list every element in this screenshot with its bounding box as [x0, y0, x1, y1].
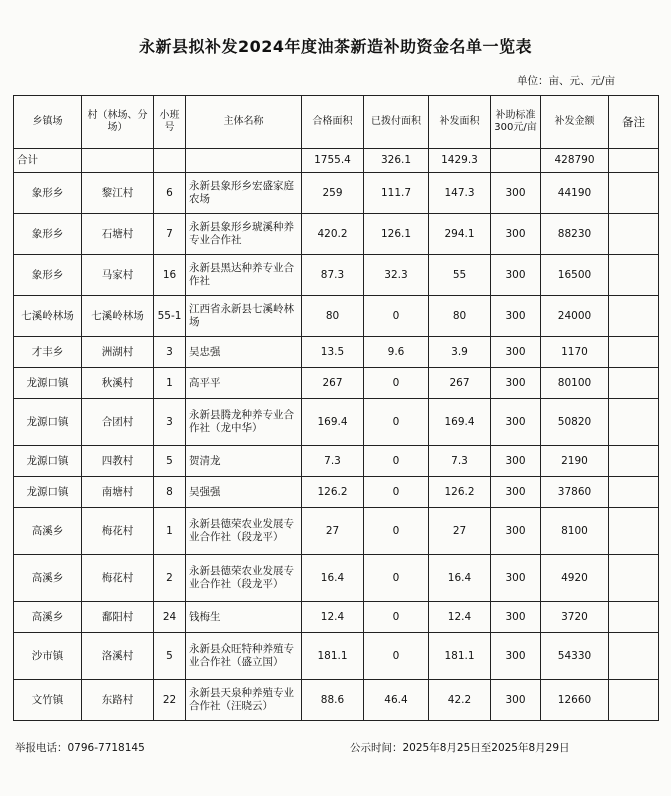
cell-supplement-area: 169.4 [429, 399, 491, 446]
cell-plot: 1 [154, 508, 186, 555]
cell-standard: 300 [491, 214, 541, 255]
cell-entity: 永新县天泉种养殖专业合作社（汪晓云） [186, 680, 302, 721]
cell-amount: 54330 [541, 633, 609, 680]
cell-remark [609, 296, 659, 337]
cell-supplement-area: 12.4 [429, 602, 491, 633]
table-row [14, 399, 659, 446]
cell-entity: 永新县黑达种养专业合作社 [186, 255, 302, 296]
cell-remark [609, 214, 659, 255]
cell-standard: 300 [491, 337, 541, 368]
table-header-row [14, 96, 659, 149]
cell-village: 鄱阳村 [82, 602, 154, 633]
cell-village: 四教村 [82, 446, 154, 477]
cell-remark [609, 399, 659, 446]
cell-village: 洲湖村 [82, 337, 154, 368]
table-row [14, 368, 659, 399]
cell-qualified-area: 7.3 [302, 446, 364, 477]
cell-township: 高溪乡 [14, 508, 82, 555]
cell-village: 梅花村 [82, 555, 154, 602]
cell-plot: 6 [154, 173, 186, 214]
total-empty-cell [491, 149, 541, 173]
cell-township: 高溪乡 [14, 602, 82, 633]
cell-qualified-area: 267 [302, 368, 364, 399]
cell-plot: 5 [154, 633, 186, 680]
cell-village: 合团村 [82, 399, 154, 446]
cell-qualified-area: 80 [302, 296, 364, 337]
cell-village: 马家村 [82, 255, 154, 296]
cell-paid-area: 0 [364, 368, 429, 399]
cell-supplement-area: 42.2 [429, 680, 491, 721]
cell-entity: 永新县象形乡宏盛家庭农场 [186, 173, 302, 214]
subsidy-table [13, 95, 659, 721]
cell-entity: 江西省永新县七溪岭林场 [186, 296, 302, 337]
header-paid-area: 已拨付面积 [364, 96, 429, 149]
cell-entity: 吴忠强 [186, 337, 302, 368]
cell-standard: 300 [491, 446, 541, 477]
cell-remark [609, 508, 659, 555]
cell-entity: 贺清龙 [186, 446, 302, 477]
cell-supplement-area: 147.3 [429, 173, 491, 214]
cell-plot: 16 [154, 255, 186, 296]
cell-qualified-area: 12.4 [302, 602, 364, 633]
cell-amount: 16500 [541, 255, 609, 296]
table-row [14, 508, 659, 555]
cell-remark [609, 173, 659, 214]
cell-township: 七溪岭林场 [14, 296, 82, 337]
table-row [14, 337, 659, 368]
cell-qualified-area: 87.3 [302, 255, 364, 296]
header-remark: 备注 [609, 96, 659, 149]
cell-supplement-area: 3.9 [429, 337, 491, 368]
table-row [14, 296, 659, 337]
cell-qualified-area: 126.2 [302, 477, 364, 508]
header-standard: 补助标准300元/亩 [491, 96, 541, 149]
cell-paid-area: 0 [364, 555, 429, 602]
cell-qualified-area: 16.4 [302, 555, 364, 602]
cell-remark [609, 680, 659, 721]
table-row [14, 446, 659, 477]
total-empty-cell [186, 149, 302, 173]
table-row [14, 555, 659, 602]
publicity-period: 公示时间：2025年8月25日至2025年8月29日 [350, 742, 570, 754]
cell-amount: 44190 [541, 173, 609, 214]
cell-entity: 永新县德荣农业发展专业合作社（段龙平） [186, 508, 302, 555]
cell-supplement-area: 267 [429, 368, 491, 399]
cell-village: 秋溪村 [82, 368, 154, 399]
cell-amount: 4920 [541, 555, 609, 602]
cell-township: 龙源口镇 [14, 477, 82, 508]
cell-plot: 3 [154, 399, 186, 446]
cell-qualified-area: 169.4 [302, 399, 364, 446]
cell-plot: 5 [154, 446, 186, 477]
header-plot: 小班号 [154, 96, 186, 149]
cell-amount: 50820 [541, 399, 609, 446]
cell-standard: 300 [491, 477, 541, 508]
total-paid-area: 326.1 [364, 149, 429, 173]
cell-paid-area: 0 [364, 508, 429, 555]
cell-supplement-area: 7.3 [429, 446, 491, 477]
cell-standard: 300 [491, 173, 541, 214]
unit-note: 单位：亩、元、元/亩 [516, 75, 615, 87]
cell-plot: 55-1 [154, 296, 186, 337]
header-township: 乡镇场 [14, 96, 82, 149]
table-row [14, 477, 659, 508]
cell-supplement-area: 16.4 [429, 555, 491, 602]
cell-remark [609, 368, 659, 399]
cell-entity: 吴强强 [186, 477, 302, 508]
cell-plot: 2 [154, 555, 186, 602]
table-row [14, 680, 659, 721]
cell-plot: 24 [154, 602, 186, 633]
table-row [14, 173, 659, 214]
header-amount: 补发金额 [541, 96, 609, 149]
cell-standard: 300 [491, 255, 541, 296]
cell-village: 七溪岭林场 [82, 296, 154, 337]
cell-village: 梅花村 [82, 508, 154, 555]
cell-amount: 2190 [541, 446, 609, 477]
cell-entity: 永新县德荣农业发展专业合作社（段龙平） [186, 555, 302, 602]
cell-supplement-area: 27 [429, 508, 491, 555]
cell-standard: 300 [491, 296, 541, 337]
cell-paid-area: 0 [364, 399, 429, 446]
cell-paid-area: 126.1 [364, 214, 429, 255]
total-empty-cell [82, 149, 154, 173]
table-row [14, 255, 659, 296]
cell-standard: 300 [491, 368, 541, 399]
cell-paid-area: 32.3 [364, 255, 429, 296]
cell-amount: 1170 [541, 337, 609, 368]
cell-qualified-area: 181.1 [302, 633, 364, 680]
cell-standard: 300 [491, 633, 541, 680]
cell-amount: 8100 [541, 508, 609, 555]
cell-amount: 24000 [541, 296, 609, 337]
table-row [14, 602, 659, 633]
cell-village: 石塘村 [82, 214, 154, 255]
cell-amount: 12660 [541, 680, 609, 721]
cell-qualified-area: 27 [302, 508, 364, 555]
cell-supplement-area: 181.1 [429, 633, 491, 680]
cell-township: 龙源口镇 [14, 368, 82, 399]
cell-township: 象形乡 [14, 173, 82, 214]
cell-remark [609, 602, 659, 633]
cell-amount: 88230 [541, 214, 609, 255]
cell-township: 沙市镇 [14, 633, 82, 680]
cell-remark [609, 477, 659, 508]
cell-amount: 3720 [541, 602, 609, 633]
cell-paid-area: 0 [364, 602, 429, 633]
cell-qualified-area: 420.2 [302, 214, 364, 255]
cell-entity: 高平平 [186, 368, 302, 399]
cell-amount: 80100 [541, 368, 609, 399]
cell-paid-area: 0 [364, 477, 429, 508]
cell-entity: 永新县象形乡琥溪种养专业合作社 [186, 214, 302, 255]
cell-plot: 1 [154, 368, 186, 399]
cell-paid-area: 46.4 [364, 680, 429, 721]
cell-paid-area: 0 [364, 633, 429, 680]
cell-remark [609, 555, 659, 602]
total-qualified-area: 1755.4 [302, 149, 364, 173]
total-amount: 428790 [541, 149, 609, 173]
cell-qualified-area: 259 [302, 173, 364, 214]
cell-plot: 8 [154, 477, 186, 508]
document-title: 永新县拟补发2024年度油茶新造补助资金名单一览表 [138, 37, 533, 56]
cell-entity: 钱梅生 [186, 602, 302, 633]
cell-supplement-area: 126.2 [429, 477, 491, 508]
cell-supplement-area: 294.1 [429, 214, 491, 255]
cell-village: 黎江村 [82, 173, 154, 214]
cell-standard: 300 [491, 508, 541, 555]
cell-township: 象形乡 [14, 214, 82, 255]
cell-entity: 永新县众旺特种养殖专业合作社（盛立国） [186, 633, 302, 680]
total-row [14, 149, 659, 173]
cell-qualified-area: 13.5 [302, 337, 364, 368]
cell-entity: 永新县腾龙种养专业合作社（龙中华） [186, 399, 302, 446]
header-entity: 主体名称 [186, 96, 302, 149]
cell-supplement-area: 80 [429, 296, 491, 337]
cell-paid-area: 0 [364, 446, 429, 477]
total-empty-cell [609, 149, 659, 173]
cell-remark [609, 337, 659, 368]
cell-township: 象形乡 [14, 255, 82, 296]
cell-standard: 300 [491, 555, 541, 602]
cell-village: 南塘村 [82, 477, 154, 508]
table-row [14, 214, 659, 255]
cell-amount: 37860 [541, 477, 609, 508]
header-village: 村（林场、分场） [82, 96, 154, 149]
cell-plot: 3 [154, 337, 186, 368]
cell-paid-area: 9.6 [364, 337, 429, 368]
total-label: 合计 [14, 149, 82, 173]
header-supplement-area: 补发面积 [429, 96, 491, 149]
table-rows [14, 173, 659, 721]
report-hotline: 举报电话：0796-7718145 [15, 742, 145, 754]
cell-village: 东路村 [82, 680, 154, 721]
cell-plot: 22 [154, 680, 186, 721]
cell-paid-area: 0 [364, 296, 429, 337]
cell-remark [609, 633, 659, 680]
cell-township: 文竹镇 [14, 680, 82, 721]
cell-remark [609, 446, 659, 477]
cell-standard: 300 [491, 602, 541, 633]
cell-paid-area: 111.7 [364, 173, 429, 214]
cell-standard: 300 [491, 680, 541, 721]
header-qualified-area: 合格面积 [302, 96, 364, 149]
table-row [14, 633, 659, 680]
cell-village: 洛溪村 [82, 633, 154, 680]
cell-township: 龙源口镇 [14, 446, 82, 477]
cell-township: 龙源口镇 [14, 399, 82, 446]
total-empty-cell [154, 149, 186, 173]
cell-plot: 7 [154, 214, 186, 255]
cell-qualified-area: 88.6 [302, 680, 364, 721]
cell-township: 高溪乡 [14, 555, 82, 602]
total-supplement-area: 1429.3 [429, 149, 491, 173]
cell-township: 才丰乡 [14, 337, 82, 368]
cell-supplement-area: 55 [429, 255, 491, 296]
cell-standard: 300 [491, 399, 541, 446]
cell-remark [609, 255, 659, 296]
